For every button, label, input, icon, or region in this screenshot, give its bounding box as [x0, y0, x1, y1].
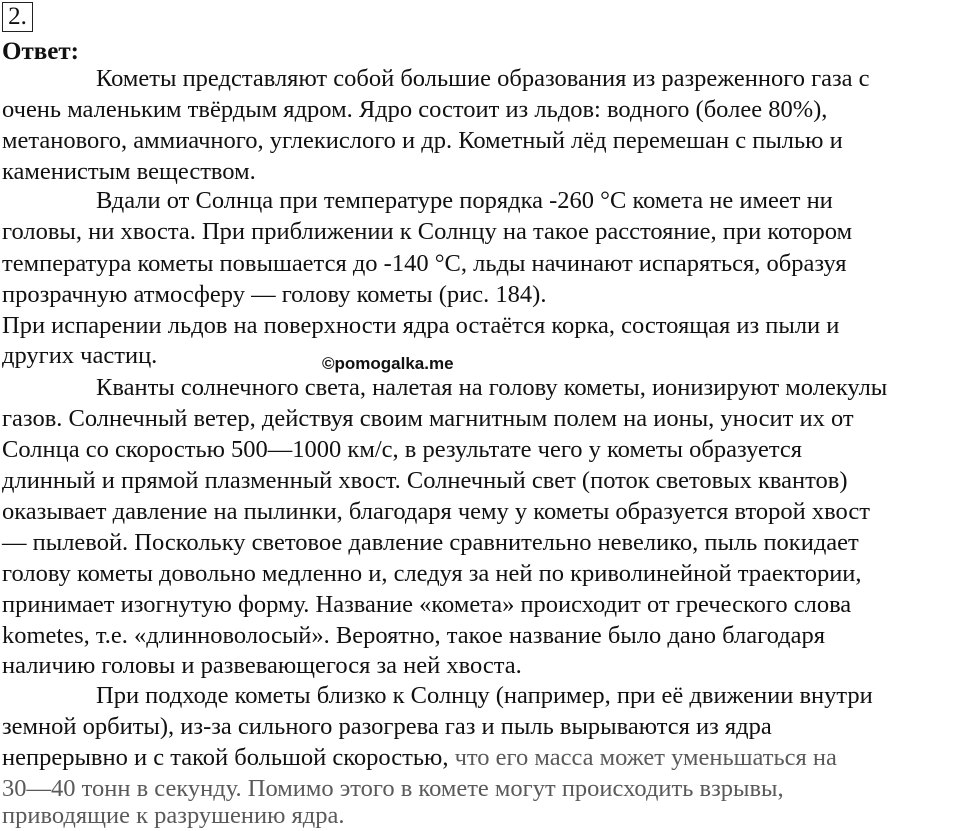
text-line: оказывает давление на пылинки, благодаря чему у кометы образуется второй хвост — [2, 498, 870, 525]
text-line: Вдали от Солнца при температуре порядка -260 °С комета не имеет ни — [96, 187, 833, 214]
text-line: голову кометы довольно медленно и, следуя за ней по криволинейной траектории, — [2, 560, 862, 587]
text-line: земной орбиты), из-за сильного разогрева газ и пыль вырываются из ядра — [2, 713, 772, 740]
text-line: других частиц. — [2, 342, 158, 369]
text-line: принимает изогнутую форму. Название «комета» происходит от греческого слова — [2, 591, 852, 618]
text-line: длинный и прямой плазменный хвост. Солнечный свет (поток световых квантов) — [2, 467, 848, 494]
text-line: При испарении льдов на поверхности ядра остаётся корка, состоящая из пыли и — [2, 312, 840, 339]
text-line: наличию головы и развевающегося за ней хвоста. — [2, 652, 522, 679]
text-line: Кванты солнечного света, налетая на голову кометы, ионизируют молекулы — [96, 374, 888, 401]
text-line: температура кометы повышается до -140 °С, льды начинают испаряться, образуя — [2, 250, 847, 277]
watermark: ©pomogalka.me — [322, 354, 454, 373]
text-line: каменистым веществом. — [2, 158, 256, 185]
task-number-box: 2. — [2, 2, 33, 32]
text-line: очень маленьким твёрдым ядром. Ядро состоит из льдов: водного (более 80%), — [2, 96, 828, 123]
text-line: kometes, т.е. «длинноволосый». Вероятно, такое название было дано благодаря — [2, 622, 825, 649]
text-line: Солнца со скоростью 500—1000 км/с, в результате чего у кометы образуется — [2, 436, 803, 463]
text-line: газов. Солнечный ветер, действуя своим магнитным полем на ионы, уносит их от — [2, 405, 854, 432]
text-line: приводящие к разрушению ядра. — [2, 802, 345, 829]
text-line: Кометы представляют собой большие образования из разреженного газа с — [96, 65, 870, 92]
text-segment: непрерывно и с такой большой скоростью, — [2, 744, 455, 771]
text-line — [2, 742, 837, 773]
text-line: При подходе кометы близко к Солнцу (например, при её движении внутри — [96, 682, 873, 709]
text-line: прозрачную атмосферу — голову кометы (рис. 184). — [2, 281, 547, 308]
text-line: метанового, аммиачного, углекислого и др. Кометный лёд перемешан с пылью и — [2, 127, 843, 154]
text-line: 30—40 тонн в секунду. Помимо этого в комете могут происходить взрывы, — [2, 775, 784, 802]
text-line: головы, ни хвоста. При приближении к Солнцу на такое расстояние, при котором — [2, 218, 853, 245]
text-segment-gray: что его масса может уменьшаться на — [454, 744, 837, 771]
text-line: — пылевой. Поскольку световое давление сравнительно невелико, пыль покидает — [2, 529, 859, 556]
answer-label: Ответ: — [2, 38, 79, 65]
